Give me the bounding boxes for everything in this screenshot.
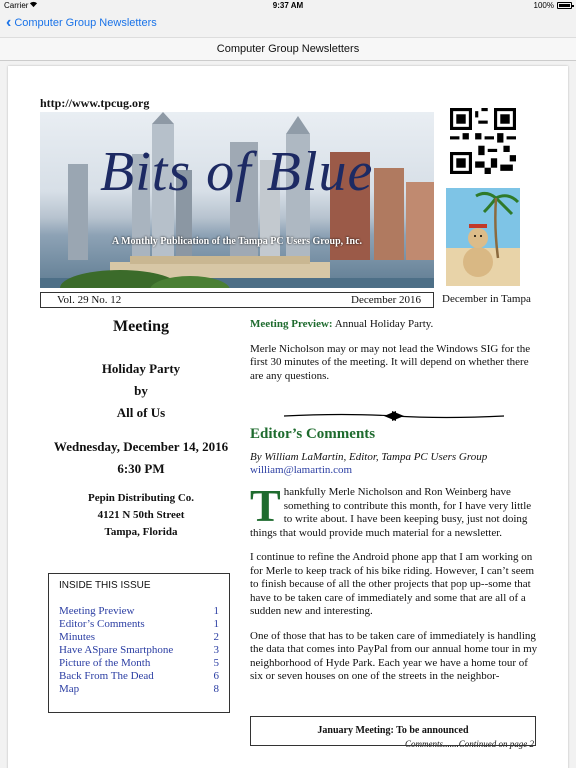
toc-item[interactable] xyxy=(59,644,219,657)
toc-item[interactable] xyxy=(59,683,219,696)
location-street: 4121 N 50th Street xyxy=(97,509,185,521)
masthead-subtitle: A Monthly Publication of the Tampa PC Users Group, Inc. xyxy=(111,236,363,247)
toc-item[interactable] xyxy=(59,657,219,670)
masthead-title: Bits of Blue xyxy=(100,141,374,203)
toc-item-page: 1 xyxy=(213,605,219,617)
toc-item-label: Back From The Dead xyxy=(59,670,154,682)
event-block xyxy=(40,358,242,424)
preview-paragraph: Merle Nicholson may or may not lead the Windows SIG for the first 30 minutes of the meeting. It will depend on whether there are any questions. xyxy=(250,342,531,382)
event-location xyxy=(40,490,242,541)
toc-item-label: Editor’s Comments xyxy=(59,618,145,630)
article-paragraph: One of those that has to be taken care of immediately is handling the data that comes into PayPal from our annual home tour in my neighborhood of Hyde Park. Each year we have a home tour of six or seven houses on one of the streets in the neighbor- xyxy=(250,629,538,682)
clock: 9:37 AM xyxy=(272,1,304,10)
photo-caption: December in Tampa xyxy=(442,293,531,305)
meeting-heading: Meeting xyxy=(113,318,169,335)
ornamental-divider xyxy=(284,410,504,422)
article-paragraph xyxy=(250,480,540,540)
navigation-bar xyxy=(0,12,576,36)
author-email-link[interactable]: william@lamartin.com xyxy=(250,464,353,476)
toc-item-page: 6 xyxy=(213,670,219,682)
continued-note: Comments.......Continued on page 2 xyxy=(405,739,534,749)
carrier-label: Carrier xyxy=(4,1,29,10)
byline xyxy=(250,451,487,477)
sand-snowman-photo xyxy=(446,188,520,286)
back-button[interactable] xyxy=(6,16,157,30)
status-bar xyxy=(0,0,576,12)
toc-item-label: Have ASpare Smartphone xyxy=(59,644,174,656)
toc-item-page: 5 xyxy=(213,657,219,669)
toc-item[interactable] xyxy=(59,605,219,618)
toc-item-page: 1 xyxy=(213,618,219,630)
article-paragraph-text: hankfully Merle Nicholson and Ron Weinberg have something to contribute this month, for I have very little to write about. I have been keeping busy, just not doing things that would provide much material for a newsletter. xyxy=(250,486,532,539)
battery-icon xyxy=(557,2,572,9)
toc-item-label: Picture of the Month xyxy=(59,657,151,669)
toc-item-page: 8 xyxy=(213,683,219,695)
byline-author: By William LaMartin, Editor, Tampa PC Users Group xyxy=(250,451,488,463)
toc-item-page: 3 xyxy=(213,644,219,656)
event-title: Holiday Party xyxy=(101,361,181,376)
website-url: http://www.tpcug.org xyxy=(40,96,150,110)
toc-item[interactable] xyxy=(59,670,219,683)
event-by: by xyxy=(134,383,148,398)
toc-item[interactable] xyxy=(59,631,219,644)
battery-percent: 100% xyxy=(533,1,554,10)
preview-label: Meeting Preview: xyxy=(250,318,333,330)
event-host: All of Us xyxy=(116,405,166,420)
masthead-banner xyxy=(40,112,434,288)
editor-article xyxy=(250,480,540,695)
toc-item-label: Meeting Preview xyxy=(59,605,135,617)
chevron-left-icon: ‹ xyxy=(6,14,12,31)
toc-item-label: Minutes xyxy=(59,631,96,643)
issue-date: December 2016 xyxy=(351,294,421,306)
toc-item-page: 2 xyxy=(213,631,219,643)
january-meeting-box: January Meeting: To be announced xyxy=(250,716,536,746)
newsletter-page[interactable] xyxy=(8,66,568,768)
drop-cap: T xyxy=(250,480,281,531)
volume-bar xyxy=(40,292,434,308)
event-when xyxy=(40,436,242,480)
event-time: 6:30 PM xyxy=(117,461,165,476)
qr-code xyxy=(450,108,516,174)
article-paragraph: I continue to refine the Android phone app that I am working on for Merle to keep track of his bike riding. However, I can’t seem to finish because of all the other projects that pop up--some that have to be taken care of immediately and some that are all of a sudden new and interesting. xyxy=(250,551,535,617)
event-date: Wednesday, December 14, 2016 xyxy=(53,439,229,454)
toc-item-label: Map xyxy=(59,683,80,695)
meeting-column xyxy=(40,318,242,541)
location-name: Pepin Distributing Co. xyxy=(87,492,195,504)
table-of-contents xyxy=(48,573,230,713)
editor-comments-heading: Editor’s Comments xyxy=(250,426,376,442)
volume-number: Vol. 29 No. 12 xyxy=(57,294,122,306)
location-city: Tampa, Florida xyxy=(104,526,178,538)
preview-text: Annual Holiday Party. xyxy=(332,318,434,330)
toc-title: INSIDE THIS ISSUE xyxy=(59,580,151,591)
back-button-label: Computer Group Newsletters xyxy=(14,17,157,29)
toc-item[interactable] xyxy=(59,618,219,631)
page-title: Computer Group Newsletters xyxy=(0,37,576,61)
meeting-preview xyxy=(250,318,540,332)
